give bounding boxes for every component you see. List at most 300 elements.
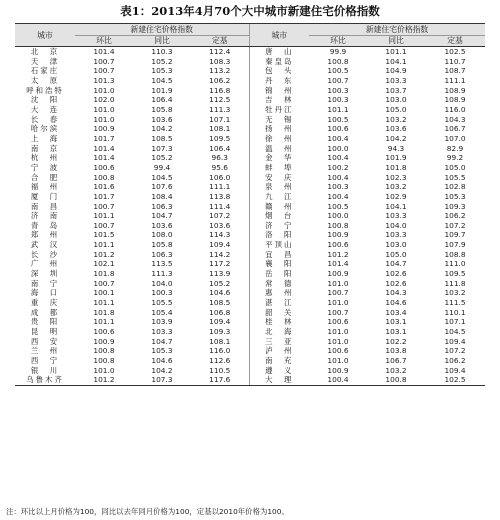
dingji-cell: 106.8 — [209, 307, 231, 317]
tongbi-cell: 107.6 — [151, 182, 173, 192]
huanbi-cell: 101.6 — [93, 182, 115, 192]
city-cell: 包 头 — [249, 66, 309, 76]
tongbi-cell: 103.0 — [385, 240, 407, 250]
tongbi-cell: 103.3 — [385, 211, 407, 221]
dingji-cell: 109.5 — [444, 269, 466, 279]
huanbi-cell: 101.4 — [327, 259, 349, 269]
table-body — [15, 47, 485, 386]
city-cell: 南 宁 — [30, 278, 60, 288]
city-cell: 武 汉 — [30, 240, 60, 250]
city-cell: 深 圳 — [30, 269, 60, 279]
huanbi-cell: 101.0 — [327, 356, 349, 365]
tongbi-cell: 107.3 — [151, 143, 173, 153]
dingji-cell: 111.4 — [209, 201, 231, 211]
city-cell: 泸 州 — [249, 346, 309, 356]
tongbi-cell: 103.2 — [385, 365, 407, 375]
tongbi-cell: 103.9 — [151, 317, 173, 327]
dingji-cell: 99.2 — [446, 153, 464, 163]
table-row — [15, 115, 485, 125]
tongbi-cell: 104.1 — [385, 56, 407, 66]
huanbi-cell: 101.1 — [327, 104, 349, 114]
tongbi-cell: 106.3 — [151, 249, 173, 259]
dingji-cell: 108.3 — [209, 56, 231, 66]
tongbi-cell: 105.8 — [151, 240, 173, 250]
huanbi-header-right: 环比 — [309, 36, 367, 47]
city-cell: 丹 东 — [249, 76, 309, 86]
dingji-cell: 111.5 — [444, 298, 466, 308]
table-row — [15, 76, 485, 86]
dingji-cell: 110.5 — [209, 365, 231, 375]
city-cell: 秦皇岛 — [249, 57, 309, 67]
price-index-table — [15, 23, 485, 386]
dingji-cell: 107.9 — [444, 240, 466, 250]
huanbi-cell: 100.7 — [93, 66, 115, 76]
dingji-cell: 114.2 — [209, 249, 231, 259]
table-row — [15, 356, 485, 366]
huanbi-cell: 100.5 — [327, 114, 349, 124]
table-row — [15, 337, 485, 347]
huanbi-cell: 100.6 — [327, 240, 349, 250]
huanbi-cell: 99.9 — [329, 47, 347, 56]
huanbi-cell: 100.9 — [327, 230, 349, 240]
huanbi-cell: 101.8 — [93, 269, 115, 279]
huanbi-cell: 101.4 — [93, 47, 115, 56]
huanbi-cell: 100.9 — [93, 336, 115, 346]
table-row — [15, 221, 485, 231]
dingji-cell: 106.2 — [444, 211, 466, 221]
huanbi-cell: 101.1 — [93, 211, 115, 221]
city-cell: 牡丹江 — [249, 105, 309, 115]
huanbi-cell: 101.8 — [93, 307, 115, 317]
huanbi-cell: 100.9 — [327, 269, 349, 279]
tongbi-cell: 103.1 — [385, 317, 407, 327]
dingji-cell: 105.2 — [209, 278, 231, 288]
tongbi-cell: 104.2 — [385, 133, 407, 143]
table-row — [15, 192, 485, 202]
city-cell: 锦 州 — [249, 86, 309, 96]
table-row — [15, 250, 485, 260]
city-cell: 南 京 — [30, 143, 60, 153]
huanbi-cell: 100.8 — [93, 172, 115, 182]
tongbi-header-right: 同比 — [367, 36, 425, 47]
tongbi-cell: 102.6 — [385, 269, 407, 279]
table-row — [15, 346, 485, 356]
dingji-cell: 110.1 — [444, 307, 466, 317]
table-row — [15, 240, 485, 250]
tongbi-cell: 103.0 — [385, 95, 407, 105]
dingji-cell: 105.3 — [444, 191, 466, 201]
huanbi-cell: 100.5 — [327, 66, 349, 76]
dingji-cell: 112.4 — [209, 47, 231, 56]
tongbi-cell: 102.9 — [385, 191, 407, 201]
dingji-cell: 109.4 — [209, 317, 231, 327]
tongbi-cell: 105.8 — [151, 104, 173, 114]
tongbi-cell: 110.3 — [151, 47, 173, 56]
table-row — [15, 182, 485, 192]
dingji-cell: 106.4 — [209, 143, 231, 153]
dingji-cell: 103.6 — [209, 220, 231, 230]
tongbi-cell: 104.2 — [151, 124, 173, 134]
huanbi-cell: 101.5 — [93, 230, 115, 240]
huanbi-cell: 101.1 — [93, 317, 115, 327]
tongbi-cell: 105.2 — [151, 153, 173, 163]
dingji-cell: 109.4 — [444, 365, 466, 375]
table-row — [15, 86, 485, 96]
tongbi-cell: 104.6 — [151, 356, 173, 365]
table-row — [15, 202, 485, 212]
tongbi-cell: 103.3 — [385, 230, 407, 240]
tongbi-cell: 105.0 — [385, 249, 407, 259]
city-cell: 大 理 — [249, 375, 309, 385]
table-row — [15, 366, 485, 376]
tongbi-cell: 107.3 — [133, 375, 191, 385]
huanbi-cell: 100.0 — [327, 143, 349, 153]
huanbi-cell: 101.4 — [93, 153, 115, 163]
city-cell: 常 德 — [249, 279, 309, 289]
table-row — [15, 259, 485, 269]
index-group-header-right: 新建住宅价格指数 — [309, 24, 485, 36]
huanbi-cell: 100.7 — [327, 307, 349, 317]
city-cell: 哈尔滨 — [30, 124, 60, 134]
huanbi-cell: 101.2 — [327, 249, 349, 259]
city-cell: 厦 门 — [30, 191, 60, 201]
tongbi-cell: 101.8 — [385, 162, 407, 172]
table-title: 表1：2013年4月70个大中城市新建住宅价格指数 — [120, 4, 380, 18]
tongbi-cell: 113.5 — [151, 259, 173, 269]
city-cell: 烟 台 — [249, 211, 309, 221]
table-row — [15, 317, 485, 327]
tongbi-cell: 104.7 — [151, 336, 173, 346]
city-cell: 宜 昌 — [249, 250, 309, 260]
dingji-cell: 108.9 — [444, 85, 466, 95]
tongbi-cell: 104.0 — [151, 278, 173, 288]
dingji-cell: 95.6 — [211, 162, 228, 172]
city-cell: 乌鲁木齐 — [15, 375, 75, 385]
city-cell: 赣 州 — [249, 202, 309, 212]
tongbi-cell: 104.7 — [385, 259, 407, 269]
tongbi-cell: 102.2 — [385, 336, 407, 346]
tongbi-cell: 104.7 — [151, 211, 173, 221]
table-row — [15, 124, 485, 134]
tongbi-cell: 102.6 — [385, 278, 407, 288]
city-cell: 郑 州 — [30, 230, 60, 240]
city-cell: 长 春 — [30, 114, 60, 124]
city-cell: 扬 州 — [249, 124, 309, 134]
city-cell: 宁 波 — [30, 162, 60, 172]
dingji-cell: 109.7 — [444, 230, 466, 240]
huanbi-cell: 100.6 — [327, 124, 349, 134]
huanbi-cell: 101.0 — [93, 114, 115, 124]
dingji-header-right: 定基 — [425, 36, 485, 47]
huanbi-cell: 100.0 — [327, 211, 349, 221]
city-cell: 重 庆 — [30, 298, 60, 308]
dingji-cell: 108.7 — [444, 66, 466, 76]
dingji-cell: 108.8 — [444, 249, 466, 259]
tongbi-cell: 105.0 — [385, 104, 407, 114]
table-row — [15, 298, 485, 308]
table-row — [15, 134, 485, 144]
city-cell: 广 州 — [30, 259, 60, 269]
huanbi-cell: 100.1 — [93, 288, 115, 298]
city-cell: 岳 阳 — [249, 269, 309, 279]
tongbi-cell: 103.3 — [385, 75, 407, 85]
huanbi-cell: 100.8 — [93, 346, 115, 356]
city-cell: 大 连 — [30, 104, 60, 114]
dingji-cell: 113.9 — [209, 269, 231, 279]
city-cell: 西 安 — [30, 336, 60, 346]
dingji-cell: 96.3 — [211, 153, 228, 163]
city-cell: 吉 林 — [249, 95, 309, 105]
city-cell: 温 州 — [249, 144, 309, 154]
table-row — [15, 288, 485, 298]
tongbi-cell: 94.3 — [387, 143, 405, 153]
huanbi-cell: 100.4 — [327, 153, 349, 163]
huanbi-cell: 100.7 — [93, 278, 115, 288]
city-cell: 济 南 — [30, 211, 60, 221]
tongbi-cell: 104.0 — [385, 220, 407, 230]
city-cell: 平顶山 — [249, 240, 309, 250]
huanbi-cell: 100.4 — [327, 133, 349, 143]
city-cell: 无 锡 — [249, 115, 309, 125]
dingji-cell: 104.5 — [444, 327, 466, 337]
dingji-cell: 116.8 — [209, 85, 231, 95]
huanbi-cell: 100.7 — [327, 288, 349, 298]
city-cell: 杭 州 — [30, 153, 60, 163]
huanbi-cell: 100.4 — [327, 191, 349, 201]
huanbi-cell: 100.7 — [327, 75, 349, 85]
huanbi-cell: 101.7 — [93, 133, 115, 143]
city-cell: 昆 明 — [30, 327, 60, 337]
dingji-cell: 105.0 — [444, 162, 466, 172]
tongbi-cell: 104.2 — [151, 365, 173, 375]
huanbi-cell: 100.6 — [327, 317, 349, 327]
huanbi-cell: 100.7 — [93, 56, 115, 66]
index-group-header-left: 新建住宅价格指数 — [75, 24, 249, 36]
tongbi-cell: 101.9 — [151, 85, 173, 95]
huanbi-cell: 101.7 — [93, 191, 115, 201]
tongbi-cell: 105.5 — [151, 298, 173, 308]
tongbi-cell: 104.5 — [151, 75, 173, 85]
dingji-cell: 102.5 — [425, 375, 485, 385]
table-row — [15, 308, 485, 318]
city-header-right: 城市 — [249, 24, 309, 47]
dingji-cell: 106.2 — [444, 356, 466, 365]
dingji-cell: 104.6 — [209, 288, 231, 298]
tongbi-cell: 104.9 — [385, 66, 407, 76]
city-cell: 徐 州 — [249, 134, 309, 144]
city-cell: 济 宁 — [249, 221, 309, 231]
dingji-cell: 109.3 — [444, 201, 466, 211]
huanbi-cell: 100.8 — [93, 356, 115, 365]
dingji-cell: 109.5 — [209, 133, 231, 143]
city-cell: 北 京 — [30, 47, 60, 56]
table-row — [15, 66, 485, 76]
tongbi-cell: 99.4 — [153, 162, 171, 172]
dingji-cell: 107.2 — [444, 220, 466, 230]
city-cell: 唐 山 — [249, 47, 309, 57]
city-cell: 银 川 — [30, 365, 60, 375]
city-cell: 蚌 埠 — [249, 163, 309, 173]
tongbi-cell: 102.3 — [385, 172, 407, 182]
tongbi-cell: 100.8 — [367, 375, 425, 385]
huanbi-cell: 101.0 — [327, 278, 349, 288]
dingji-cell: 112.6 — [209, 356, 231, 365]
tongbi-cell: 103.8 — [385, 346, 407, 356]
dingji-cell: 116.0 — [209, 346, 231, 356]
dingji-cell: 104.3 — [444, 114, 466, 124]
city-cell: 南 昌 — [30, 201, 60, 211]
tongbi-cell: 100.3 — [151, 288, 173, 298]
tongbi-cell: 103.7 — [385, 85, 407, 95]
city-cell: 金 华 — [249, 153, 309, 163]
huanbi-cell: 100.3 — [327, 95, 349, 105]
huanbi-cell: 101.0 — [93, 104, 115, 114]
tongbi-cell: 105.2 — [151, 56, 173, 66]
tongbi-cell: 103.6 — [385, 124, 407, 134]
tongbi-cell: 103.2 — [385, 114, 407, 124]
dingji-cell: 110.7 — [444, 56, 466, 66]
tongbi-cell: 108.4 — [151, 191, 173, 201]
city-cell: 北 海 — [249, 327, 309, 337]
table-row — [15, 327, 485, 337]
huanbi-cell: 102.1 — [93, 259, 115, 269]
huanbi-cell: 100.6 — [93, 162, 115, 172]
tongbi-cell: 105.3 — [151, 346, 173, 356]
city-cell: 惠 州 — [249, 288, 309, 298]
tongbi-cell: 111.3 — [151, 269, 173, 279]
dingji-cell: 113.2 — [209, 66, 231, 76]
dingji-cell: 108.1 — [209, 336, 231, 346]
dingji-header-left: 定基 — [191, 36, 249, 47]
city-cell: 合 肥 — [30, 172, 60, 182]
city-cell: 天 津 — [30, 56, 60, 66]
table-row — [15, 211, 485, 221]
dingji-cell: 109.3 — [209, 327, 231, 337]
dingji-cell: 106.2 — [209, 75, 231, 85]
city-cell: 石家庄 — [30, 66, 60, 76]
tongbi-cell: 103.6 — [151, 220, 173, 230]
tongbi-cell: 104.3 — [385, 288, 407, 298]
city-cell: 海 口 — [30, 288, 60, 298]
dingji-cell: 111.1 — [444, 75, 466, 85]
huanbi-cell: 100.2 — [327, 162, 349, 172]
huanbi-cell: 101.1 — [93, 240, 115, 250]
city-cell: 上 海 — [30, 133, 60, 143]
tongbi-cell: 103.3 — [151, 327, 173, 337]
dingji-cell: 106.0 — [209, 172, 231, 182]
dingji-cell: 114.3 — [209, 230, 231, 240]
huanbi-cell: 101.0 — [93, 85, 115, 95]
huanbi-cell: 101.2 — [93, 249, 115, 259]
table-row — [15, 173, 485, 183]
dingji-cell: 107.1 — [209, 114, 231, 124]
city-cell: 三 亚 — [249, 337, 309, 347]
huanbi-cell: 100.7 — [93, 220, 115, 230]
city-header-left: 城市 — [15, 24, 75, 47]
tongbi-cell: 106.3 — [151, 201, 173, 211]
dingji-cell: 102.5 — [444, 47, 466, 56]
table-row — [15, 95, 485, 105]
table-row — [15, 279, 485, 289]
dingji-cell: 107.1 — [444, 317, 466, 327]
huanbi-cell: 100.6 — [93, 327, 115, 337]
dingji-cell: 113.8 — [209, 191, 231, 201]
tongbi-cell: 104.5 — [151, 172, 173, 182]
city-cell: 呼和浩特 — [26, 85, 64, 95]
dingji-cell: 116.0 — [444, 104, 466, 114]
dingji-cell: 117.6 — [191, 375, 249, 385]
table-row — [15, 269, 485, 279]
city-cell: 桂 林 — [249, 317, 309, 327]
huanbi-cell: 102.0 — [93, 95, 115, 105]
tongbi-header-left: 同比 — [133, 36, 191, 47]
city-cell: 遵 义 — [249, 366, 309, 376]
dingji-cell: 106.7 — [444, 124, 466, 134]
city-cell: 成 都 — [30, 307, 60, 317]
footnote: 注：环比以上月价格为100，同比以去年同月价格为100，定基以2010年价格为100。 — [6, 507, 289, 516]
huanbi-cell: 101.1 — [93, 298, 115, 308]
huanbi-cell: 101.0 — [327, 298, 349, 308]
huanbi-header-left: 环比 — [75, 36, 133, 47]
huanbi-cell: 101.0 — [327, 327, 349, 337]
city-cell: 太 原 — [30, 75, 60, 85]
city-cell: 湛 江 — [249, 298, 309, 308]
table-row — [15, 105, 485, 115]
tongbi-cell: 104.6 — [385, 298, 407, 308]
city-cell: 洛 阳 — [249, 230, 309, 240]
dingji-cell: 107.2 — [444, 346, 466, 356]
dingji-cell: 111.1 — [209, 182, 231, 192]
tongbi-cell: 101.9 — [385, 153, 407, 163]
huanbi-cell: 100.3 — [327, 85, 349, 95]
huanbi-cell: 100.8 — [327, 220, 349, 230]
tongbi-cell: 106.7 — [385, 356, 407, 365]
huanbi-cell: 100.3 — [327, 182, 349, 192]
city-cell: 青 岛 — [30, 220, 60, 230]
tongbi-cell: 101.1 — [385, 47, 407, 56]
dingji-cell: 108.5 — [209, 298, 231, 308]
dingji-cell: 111.0 — [444, 259, 466, 269]
huanbi-cell: 101.2 — [75, 375, 133, 385]
huanbi-cell: 100.9 — [327, 365, 349, 375]
table-row — [15, 144, 485, 154]
huanbi-cell: 100.8 — [327, 56, 349, 66]
dingji-cell: 107.2 — [209, 211, 231, 221]
dingji-cell: 109.4 — [209, 240, 231, 250]
huanbi-cell: 101.4 — [93, 143, 115, 153]
tongbi-cell: 103.4 — [385, 307, 407, 317]
huanbi-cell: 100.6 — [327, 346, 349, 356]
city-cell: 韶 关 — [249, 308, 309, 318]
dingji-cell: 103.2 — [444, 288, 466, 298]
tongbi-cell: 104.1 — [385, 201, 407, 211]
city-cell: 襄 阳 — [249, 259, 309, 269]
dingji-cell: 112.5 — [209, 95, 231, 105]
tongbi-cell: 108.5 — [151, 133, 173, 143]
huanbi-cell: 101.3 — [93, 75, 115, 85]
city-cell: 长 沙 — [30, 249, 60, 259]
tongbi-cell: 103.2 — [385, 182, 407, 192]
table-row — [15, 230, 485, 240]
city-cell: 泉 州 — [249, 182, 309, 192]
tongbi-cell: 105.4 — [151, 307, 173, 317]
table-row — [15, 57, 485, 67]
tongbi-cell: 103.1 — [385, 327, 407, 337]
dingji-cell: 102.8 — [444, 182, 466, 192]
huanbi-cell: 100.7 — [93, 201, 115, 211]
huanbi-cell: 101.0 — [327, 336, 349, 346]
city-cell: 安 庆 — [249, 173, 309, 183]
